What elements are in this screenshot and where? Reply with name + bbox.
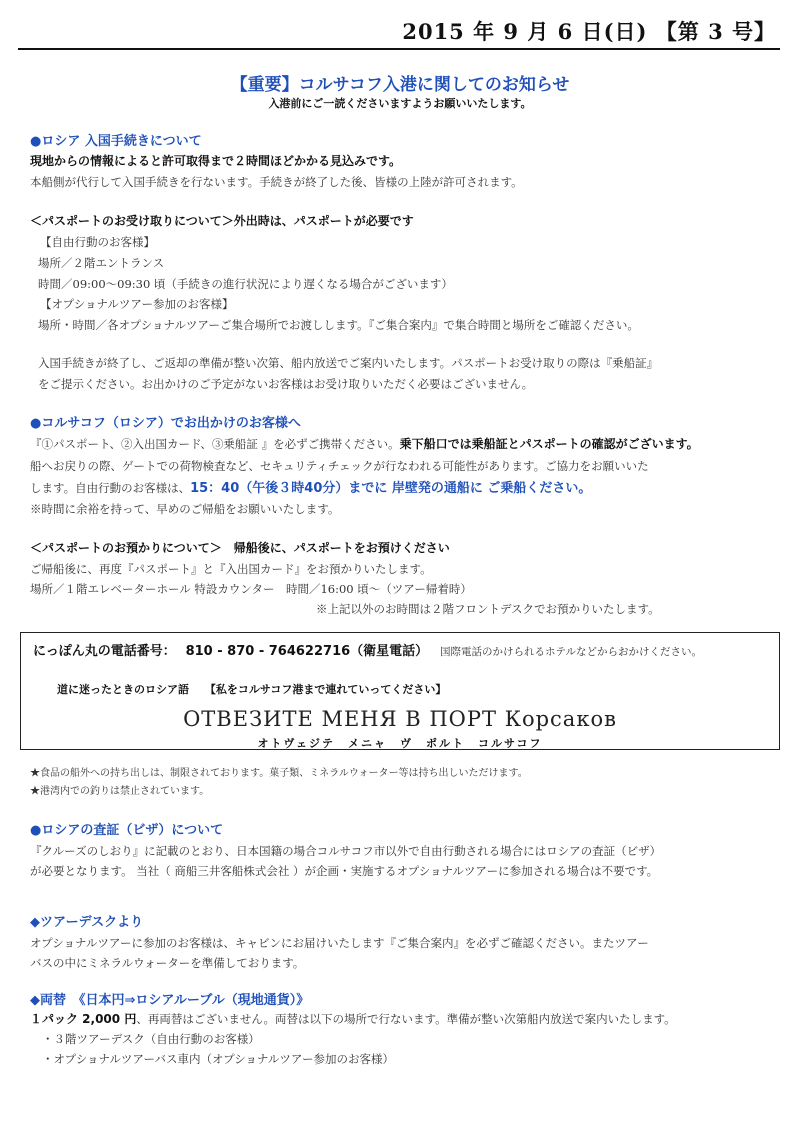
carry-items-text: 『①パスポート、②入出国カード、③乗船証 』を必ずご携帯ください。 xyxy=(30,437,400,451)
going-out-line-4: ※時間に余裕を持って、早めのご帰船をお願いいたします。 xyxy=(30,502,340,516)
phone-number: 810 - 870 - 764622716（衛星電話） xyxy=(185,644,429,659)
exchange-place-2: ・オプショナルツアーバス車内（オプショナルツアー参加のお客様） xyxy=(42,1052,395,1066)
immigration-heading: ●ロシア 入国手続きについて xyxy=(30,134,202,149)
deposit-line-3: ※上記以外のお時間は２階フロントデスクでお預かりいたします。 xyxy=(316,602,660,616)
visa-heading: ●ロシアの査証（ビザ）について xyxy=(30,823,224,838)
free-action-text: します。自由行動のお客様は、 xyxy=(30,481,191,495)
phone-note: 国際電話のかけられるホテルなどからおかけください。 xyxy=(439,646,702,658)
tour-desk-line-1: オプショナルツアーに参加のお客様は、キャビンにお届けいたします『ご集合案内』を必ずご確認ください。またツアー xyxy=(30,936,649,950)
phone-info-box xyxy=(20,632,780,750)
passport-deposit-heading: ＜パスポートのお預かりについて＞ 帰船後に、パスポートをお預けください xyxy=(30,541,450,555)
return-deadline: 15：40（午後３時40分）までに 岸壁発の通船に ご乗船ください。 xyxy=(190,481,592,496)
exchange-note: 、再両替はございません。両替は以下の場所で行ないます。準備が整い次第船内放送で案内いたします。 xyxy=(136,1012,676,1026)
receive-note-2: をご提示ください。お出かけのご予定がないお客様はお受け取りいただく必要はございません。 xyxy=(38,377,534,391)
exchange-pack: １パック 2,000 円 xyxy=(30,1012,137,1026)
going-out-heading: ●コルサコフ（ロシア）でお出かけのお客様へ xyxy=(30,416,301,431)
optional-tour-label: 【オプショナルツアー参加のお客様】 xyxy=(40,297,234,311)
receive-time: 時間／09:00～09:30 頃（手続きの進行状況により遅くなる場合がございます） xyxy=(38,277,453,291)
issue-header xyxy=(18,14,780,50)
russian-phrase: ОТВЕЗИТЕ МЕНЯ В ПОРТ Корсаков xyxy=(183,707,617,731)
immigration-line-1: 現地からの情報によると許可取得まで２時間ほどかかる見込みです。 xyxy=(30,154,402,168)
issue-date: 2015 年 9 月 6 日(日) 【第 3 号】 xyxy=(402,19,776,44)
immigration-line-2: 本船側が代行して入国手続きを行ないます。手続きが終了した後、皆様の上陸が許可されます。 xyxy=(30,175,523,189)
phone-label: にっぽん丸の電話番号： xyxy=(33,644,176,659)
phone-row xyxy=(33,643,702,660)
free-action-label: 【自由行動のお客様】 xyxy=(40,235,155,249)
rule-fishing: ★港湾内での釣りは禁止されています。 xyxy=(30,786,210,797)
going-out-line-1 xyxy=(30,436,699,452)
boarding-check-text: 乗下船口では乗船証とパスポートの確認がございます。 xyxy=(399,437,699,451)
notice-subtitle: 入港前にご一読くださいますようお願いいたします。 xyxy=(268,97,532,110)
receive-place: 場所／２階エントランス xyxy=(38,256,165,270)
going-out-line-2: 船へお戻りの際、ゲートでの荷物検査など、セキュリティチェックが行なわれる可能性があります。ご協力をお願いいた xyxy=(30,459,649,473)
lost-label: 道に迷ったときのロシア語 xyxy=(57,683,189,696)
deposit-line-2: 場所／１階エレベーターホール 特設カウンター 時間／16:00 頃～（ツアー帰着時） xyxy=(30,582,472,596)
deposit-line-1: ご帰船後に、再度『パスポート』と『入出国カード』をお預かりいたします。 xyxy=(30,562,432,576)
exchange-heading: ◆両替 《日本円⇒ロシアルーブル（現地通貨）》 xyxy=(30,993,310,1008)
lost-row xyxy=(57,681,446,698)
visa-line-2: が必要となります。 当社（ 商船三井客船株式会社 ）が企画・実施するオプショナルツアーに参加される場合は不要です。 xyxy=(30,864,659,878)
receive-note-1: 入国手続きが終了し、ご返却の準備が整い次第、船内放送でご案内いたします。パスポートお受け取りの際は『乗船証』 xyxy=(38,356,659,370)
notice-title: 【重要】コルサコフ入港に関してのお知らせ xyxy=(230,75,570,95)
passport-receive-heading: ＜パスポートのお受け取りについて＞外出時は、パスポートが必要です xyxy=(30,214,414,228)
tour-desk-heading: ◆ツアーデスクより xyxy=(30,915,144,930)
rule-food: ★食品の船外への持ち出しは、制限されております。菓子類、ミネラルウォーター等は持ち出しいただけます。 xyxy=(30,768,528,779)
visa-line-1: 『クルーズのしおり』に記載のとおり、日本国籍の場合コルサコフ市以外で自由行動される場合にはロシアの査証（ビザ） xyxy=(30,844,662,858)
going-out-line-3 xyxy=(30,480,591,497)
exchange-place-1: ・３階ツアーデスク（自由行動のお客様） xyxy=(42,1032,260,1046)
russian-katakana: オトヴェジテ メニャ ヴ ポルト コルサコフ xyxy=(257,737,543,750)
lost-request: 【私をコルサコフ港まで連れていってください】 xyxy=(204,683,447,696)
tour-desk-line-2: バスの中にミネラルウォーターを準備しております。 xyxy=(30,956,305,970)
optional-place-time: 場所・時間／各オプショナルツアーご集合場所でお渡しします。『ご集合案内』で集合時間と場所をご確認ください。 xyxy=(38,318,639,332)
exchange-line-1 xyxy=(30,1011,676,1027)
